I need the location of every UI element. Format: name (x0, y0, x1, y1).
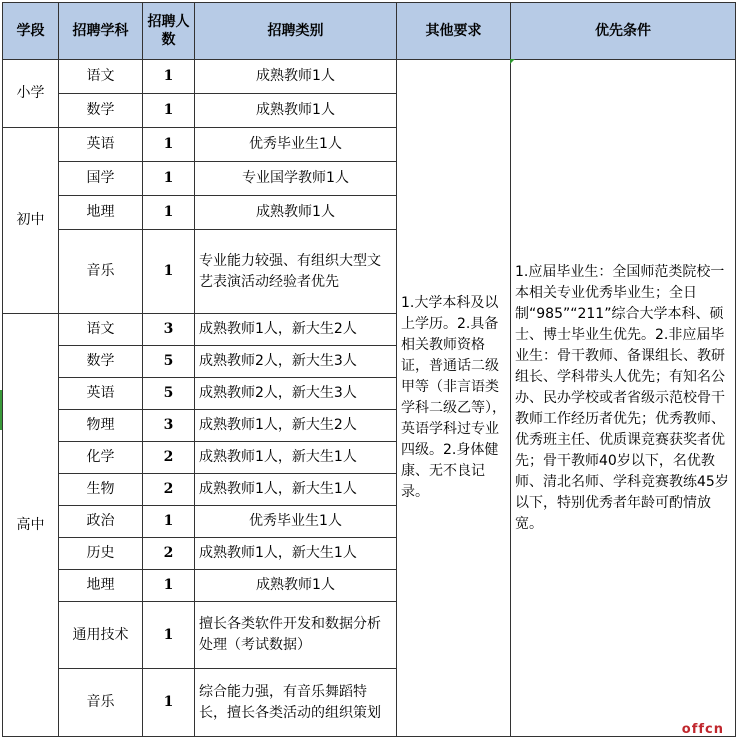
count-cell: 1 (143, 196, 195, 230)
other-requirements-cell (397, 60, 511, 737)
header-category: 招聘类别 (195, 3, 397, 60)
category-cell: 优秀毕业生1人 (195, 128, 397, 162)
category-cell: 成熟教师1人 (195, 570, 397, 602)
subject-cell: 英语 (59, 378, 143, 410)
subject-cell: 政治 (59, 506, 143, 538)
category-cell: 成熟教师1人，新大生2人 (195, 314, 397, 346)
count-cell: 2 (143, 474, 195, 506)
category-cell: 成熟教师1人 (195, 60, 397, 94)
priority-conditions-cell (511, 60, 736, 737)
subject-cell: 语文 (59, 60, 143, 94)
count-cell: 3 (143, 314, 195, 346)
subject-cell: 地理 (59, 196, 143, 230)
category-cell: 综合能力强，有音乐舞蹈特长，擅长各类活动的组织策划 (195, 669, 397, 737)
category-cell: 成熟教师1人 (195, 196, 397, 230)
category-cell: 成熟教师2人，新大生3人 (195, 346, 397, 378)
subject-cell: 通用技术 (59, 602, 143, 669)
count-cell: 1 (143, 506, 195, 538)
subject-cell: 国学 (59, 162, 143, 196)
count-cell: 2 (143, 538, 195, 570)
category-cell: 专业能力较强、有组织大型文艺表演活动经验者优先 (195, 230, 397, 314)
category-cell: 成熟教师1人，新大生1人 (195, 442, 397, 474)
subject-cell: 音乐 (59, 230, 143, 314)
count-cell: 1 (143, 128, 195, 162)
header-stage: 学段 (3, 3, 59, 60)
count-cell: 1 (143, 94, 195, 128)
subject-cell: 物理 (59, 410, 143, 442)
header-other-requirements: 其他要求 (397, 3, 511, 60)
category-cell: 优秀毕业生1人 (195, 506, 397, 538)
row-selection-marker (0, 390, 2, 430)
count-cell: 5 (143, 346, 195, 378)
count-cell: 1 (143, 669, 195, 737)
subject-cell: 数学 (59, 94, 143, 128)
count-cell: 1 (143, 602, 195, 669)
header-priority: 优先条件 (511, 3, 736, 60)
stage-cell: 小学 (3, 60, 59, 128)
table-row (3, 60, 736, 94)
header-row (3, 3, 736, 60)
stage-cell: 初中 (3, 128, 59, 314)
count-cell: 1 (143, 162, 195, 196)
count-cell: 2 (143, 442, 195, 474)
subject-cell: 语文 (59, 314, 143, 346)
category-cell: 成熟教师1人 (195, 94, 397, 128)
stage-cell: 高中 (3, 314, 59, 737)
subject-cell: 生物 (59, 474, 143, 506)
category-cell: 成熟教师1人，新大生2人 (195, 410, 397, 442)
subject-cell: 历史 (59, 538, 143, 570)
count-cell: 5 (143, 378, 195, 410)
priority-conditions-text: 1.应届毕业生：全国师范类院校一本相关专业优秀毕业生；全日制“985”“211”综合大学本科、硕士、博士毕业生优先。2.非应届毕业生：骨干教师、备课组长、教研组长、学科带头人优先；有知名公办、民办学校或者省级示范校骨干教师工作经历者优先；优秀教师、优秀班主任、优质课竞赛获奖者优先；骨干教师40岁以下，名优教师、清北名师、学科竞赛教练45岁以下，特别优秀者年龄可酌情放宽。 (515, 263, 729, 532)
header-count: 招聘人数 (143, 3, 195, 60)
count-cell: 3 (143, 410, 195, 442)
other-requirements-text: 1.大学本科及以上学历。2.具备相关教师资格证，普通话二级甲等（非言语类学科二级乙等），英语学科过专业四级。2.身体健康、无不良记录。 (401, 295, 506, 500)
category-cell: 成熟教师1人，新大生1人 (195, 474, 397, 506)
recruitment-table (2, 2, 736, 737)
category-cell: 成熟教师1人，新大生1人 (195, 538, 397, 570)
category-cell: 专业国学教师1人 (195, 162, 397, 196)
subject-cell: 英语 (59, 128, 143, 162)
category-cell: 擅长各类软件开发和数据分析处理（考试数据） (195, 602, 397, 669)
category-cell: 成熟教师2人，新大生3人 (195, 378, 397, 410)
subject-cell: 数学 (59, 346, 143, 378)
count-cell: 1 (143, 570, 195, 602)
count-cell: 1 (143, 230, 195, 314)
cell-comment-marker (510, 59, 515, 64)
count-cell: 1 (143, 60, 195, 94)
subject-cell: 化学 (59, 442, 143, 474)
offcn-watermark: offcn (681, 722, 724, 737)
subject-cell: 地理 (59, 570, 143, 602)
subject-cell: 音乐 (59, 669, 143, 737)
header-subject: 招聘学科 (59, 3, 143, 60)
